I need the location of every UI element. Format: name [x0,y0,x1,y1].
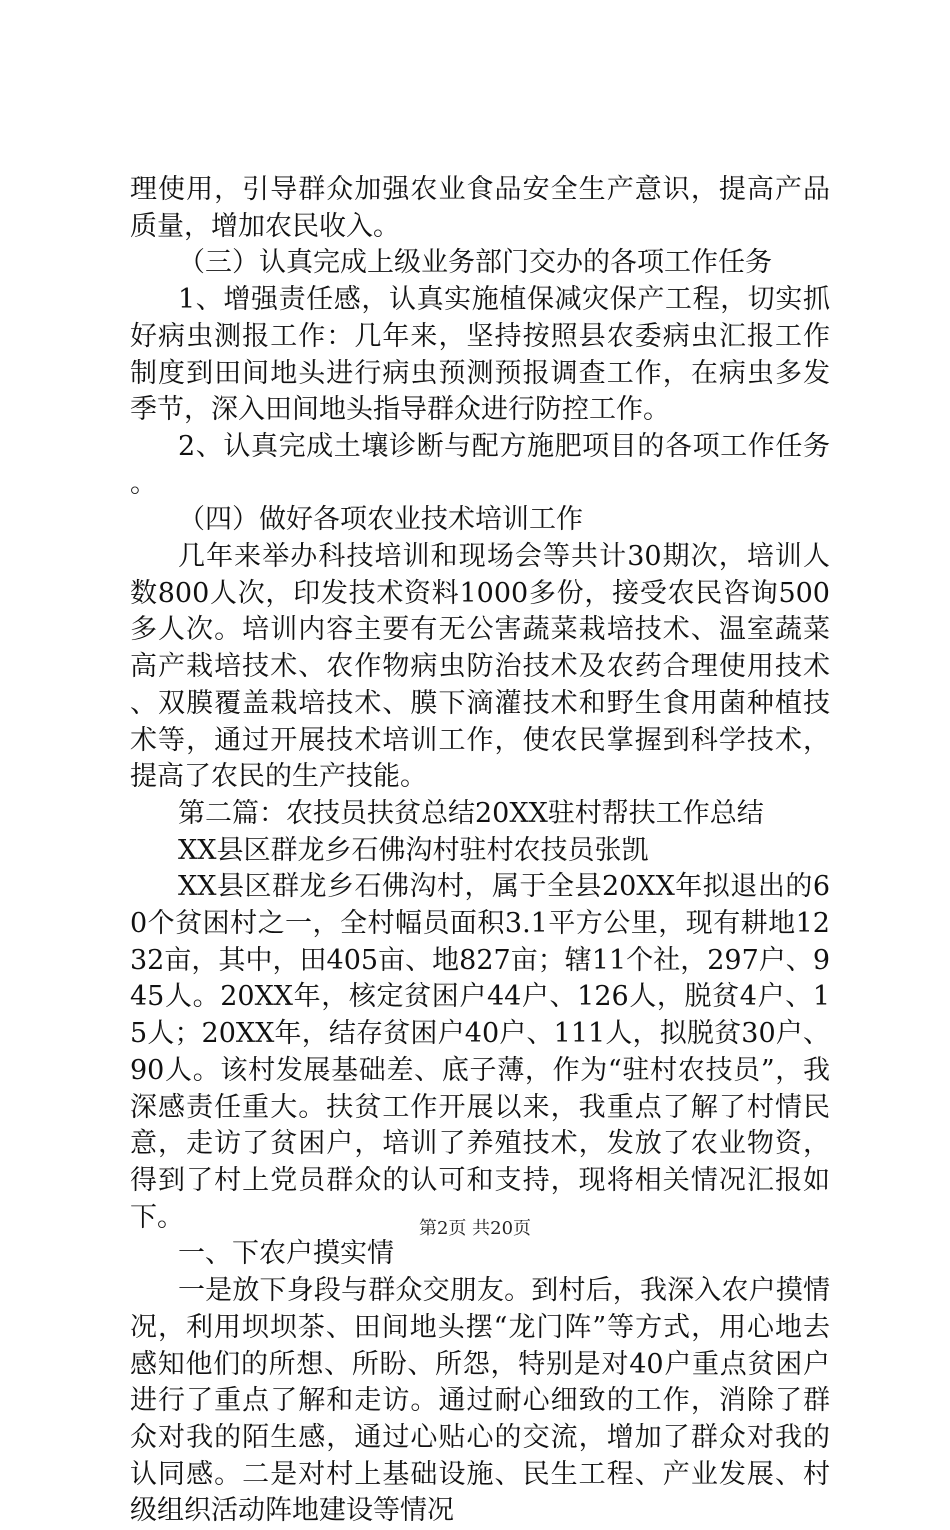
paragraph: 第二篇：农技员扶贫总结20XX驻村帮扶工作总结 [178,797,764,829]
paragraph: 2、认真完成土壤诊断与配方施肥项目的各项工作任务。 [130,430,830,499]
page-footer: 第2页 共20页 [418,1218,532,1239]
paragraph: XX县区群龙乡石佛沟村，属于全县20XX年拟退出的60个贫困村之一，全村幅员面积3.1平方公里，现有耕地1232亩，其中，田405亩、地827亩；辖11个社，297户、945人。20XX年，核定贫困户44户、126人，脱贫4户、15人；20XX年，结存贫困户40户、111人，拟脱贫30户、90人。该村发展基础差、底子薄，作为“驻村农技员”，我深感责任重大。扶贫工作开展以来，我重点了解了村情民意，走访了贫困户，培训了养殖技术，发放了农业物资，得到了村上党员群众的认可和支持，现将相关情况汇报如下。 [130,871,830,1233]
paragraph: 理使用，引导群众加强农业食品安全生产意识，提高产品质量，增加农民收入。 [130,174,830,242]
paragraph: 一是放下身段与群众交朋友。到村后，我深入农户摸情况，利用坝坝茶、田间地头摆“龙门阵”等方式，用心地去感知他们的所想、所盼、所怨，特别是对40户重点贫困户进行了重点了解和走访。通过耐心细致的工作，消除了群众对我的陌生感，通过心贴心的交流，增加了群众对我的认同感。二是对村上基础设施、民生工程、产业发展、村级组织活动阵地建设等情况 [130,1275,830,1527]
paragraph: （四）做好各项农业技术培训工作 [178,504,583,536]
paragraph: 1、增强责任感，认真实施植保减灾保产工程，切实抓好病虫测报工作：几年来，坚持按照县农委病虫汇报工作制度到田间地头进行病虫预测预报调查工作，在病虫多发季节，深入田间地头指导群众进行防控工作。 [130,284,830,426]
paragraph: 一、下农户摸实情 [178,1238,394,1270]
paragraph: （三）认真完成上级业务部门交办的各项工作任务 [178,247,772,279]
document-body [130,172,830,1530]
paragraph: 几年来举办科技培训和现场会等共计30期次，培训人数800人次，印发技术资料1000多份，接受农民咨询500多人次。培训内容主要有无公害蔬菜栽培技术、温室蔬菜高产栽培技术、农作物病虫防治技术及农药合理使用技术、双膜覆盖栽培技术、膜下滴灌技术和野生食用菌种植技术等，通过开展技术培训工作，使农民掌握到科学技术，提高了农民的生产技能。 [130,541,830,793]
paragraph: XX县区群龙乡石佛沟村驻村农技员张凯 [178,834,649,866]
